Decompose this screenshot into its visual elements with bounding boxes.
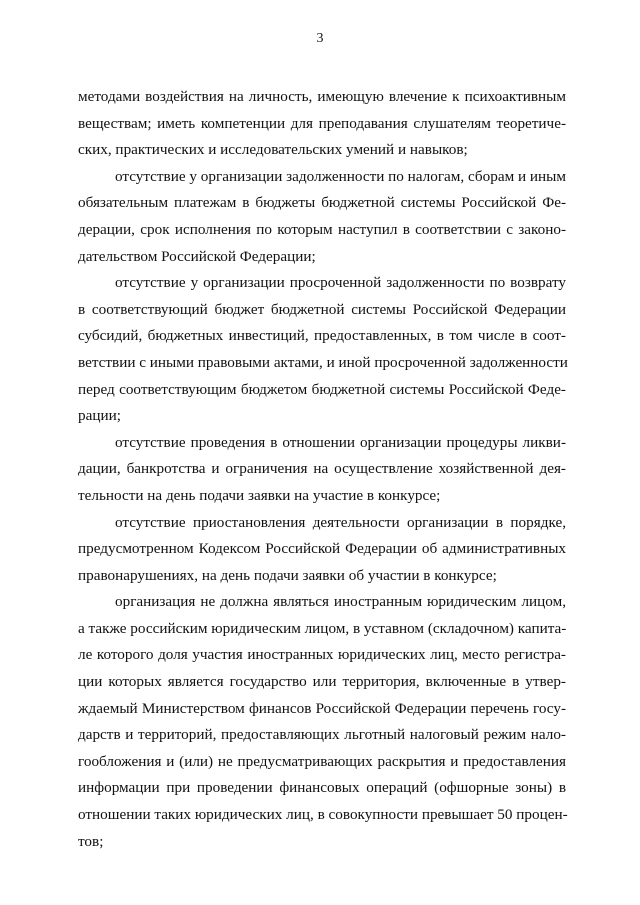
text-line: отсутствие приостановления деятельности организации в порядке, [115, 513, 566, 531]
paragraph [78, 164, 566, 270]
text-line: рации; [78, 407, 121, 425]
text-line: ских, практических и исследовательских умений и навыков; [78, 141, 468, 159]
text-line: тов; [78, 832, 104, 850]
paragraph [78, 589, 566, 855]
document-body [78, 84, 566, 855]
text-line: а также российским юридическим лицом, в уставном (складочном) капита- [78, 619, 567, 637]
text-line: ждаемый Министерством финансов Российской Федерации перечень госу- [78, 699, 566, 717]
paragraph [78, 270, 566, 430]
text-line: веществам; иметь компетенции для преподавания слушателям теоретиче- [78, 114, 566, 132]
text-line: в соответствующий бюджет бюджетной системы Российской Федерации [78, 300, 566, 318]
text-line: дарств и территорий, предоставляющих льготный налоговый режим нало- [78, 726, 566, 744]
paragraph [78, 84, 566, 164]
text-line: субсидий, бюджетных инвестиций, предоставленных, в том числе в соот- [78, 327, 566, 345]
text-line: отношении таких юридических лиц, в совокупности превышает 50 процен- [78, 806, 568, 824]
text-line: дательством Российской Федерации; [78, 247, 316, 265]
text-line: дерации, срок исполнения по которым наступил в соответствии с законо- [78, 220, 566, 238]
text-line: правонарушениях, на день подачи заявки об участии в конкурсе; [78, 566, 497, 584]
paragraph [78, 510, 566, 590]
text-line: отсутствие у организации просроченной задолженности по возврату [115, 274, 566, 292]
text-line: ветствии с иными правовыми актами, и иной просроченной задолженности [78, 353, 568, 371]
text-line: информации при проведении финансовых операций (офшорные зоны) в [78, 779, 566, 797]
text-line: перед соответствующим бюджетом бюджетной системы Российской Феде- [78, 380, 566, 398]
text-line: отсутствие проведения в отношении организации процедуры ликви- [115, 433, 566, 451]
text-line: тельности на день подачи заявки на участие в конкурсе; [78, 486, 441, 504]
paragraph [78, 430, 566, 510]
text-line: ле которого доля участия иностранных юридических лиц, место регистра- [78, 646, 566, 664]
text-line: обязательным платежам в бюджеты бюджетной системы Российской Фе- [78, 194, 566, 212]
text-line: гообложения и (или) не предусматривающих раскрытия и предоставления [78, 752, 566, 770]
page-number: 3 [316, 31, 324, 46]
text-line: предусмотренном Кодексом Российской Федерации об административных [78, 540, 566, 558]
text-line: организация не должна являться иностранным юридическим лицом, [115, 593, 566, 611]
text-line: методами воздействия на личность, имеющую влечение к психоактивным [78, 88, 566, 105]
text-line: отсутствие у организации задолженности по налогам, сборам и иным [115, 167, 566, 185]
text-line: ции которых является государство или территория, включенные в утвер- [78, 673, 566, 691]
text-line: дации, банкротства и ограничения на осуществление хозяйственной дея- [78, 460, 566, 478]
